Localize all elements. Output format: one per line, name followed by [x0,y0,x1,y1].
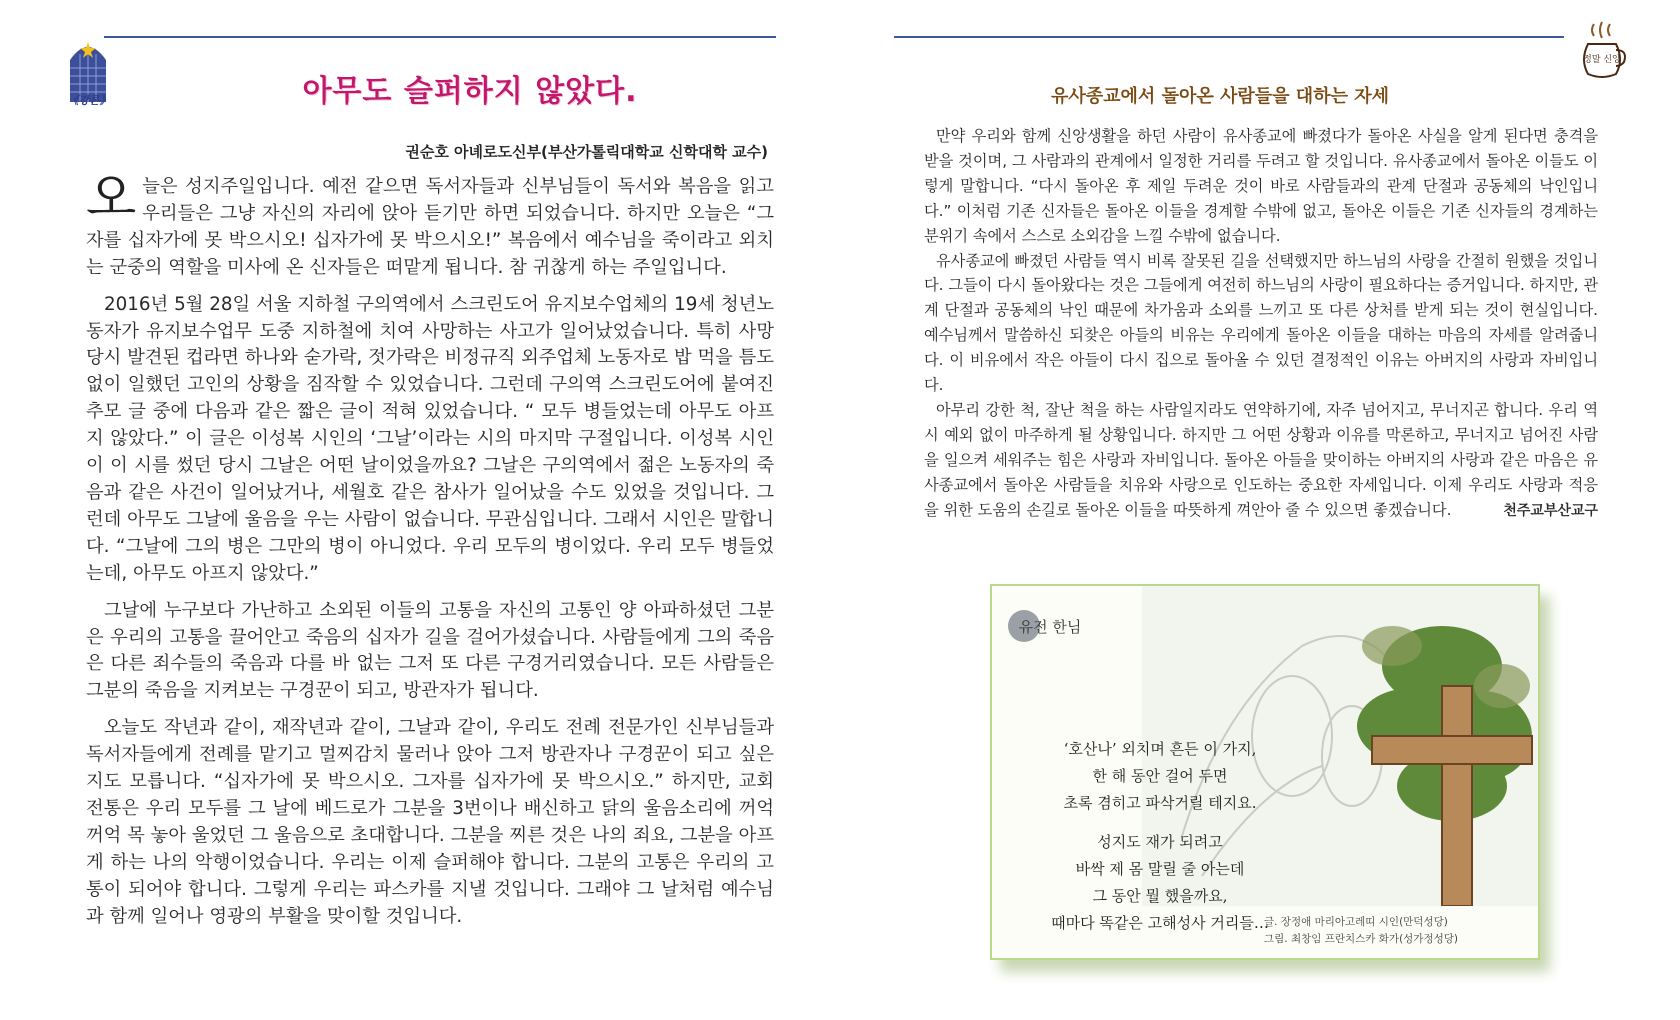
poem-card [990,584,1540,960]
section-badge-label: 《강론》 [67,94,111,107]
homily-title: 아무도 슬퍼하지 않았다. [302,74,638,109]
article-paragraph-2: 유사종교에 빠졌던 사람들 역시 비록 잘못된 길을 선택했지만 하느님의 사랑을 간절히 원했을 것입니다. 그들이 다시 돌아왔다는 것은 그들에게 여전히 하느님의 사랑이 필요하다는 증거입니다. 하지만, 관계 단절과 공동체의 낙인 때문에 차가움과 소외를 느끼고 또 다른 상처를 받게 되는 것이 현실입니다. 예수님께서 말씀하신 되찾은 아들의 비유는 우리에게 돌아온 이들을 대하는 마음의 자세를 알려줍니다. 이 비유에서 작은 아들이 다시 집으로 돌아올 수 있던 결정적인 이유는 아버지의 사랑과 자비입니다. [924,251,1598,395]
article-signoff: 천주교부산교구 [1503,502,1598,519]
poem-logo-icon [1004,600,1090,656]
faith-logo-text: 정말 신앙 [1583,55,1621,65]
article-paragraph-3: 아무리 강한 척, 잘난 척을 하는 사람일지라도 연약하기에, 자주 넘어지고, 무너지곤 합니다. 우리 역시 예외 없이 마주하게 될 상황입니다. 하지만 그 어떤 상황과 이유를 막론하고, 무너지고 넘어진 사람을 일으켜 세워주는 힘은 사랑과 자비입니다. 돌아온 아들을 맞이하는 아버지의 사랑과 같은 마음은 유사종교에서 돌아온 사람들을 치유와 사랑으로 인도하는 중요한 자세입니다. 이제 우리도 사랑과 적응을 위한 도움의 손길로 돌아온 이들을 따뜻하게 껴안아 줄 수 있으면 좋겠습니다. [924,400,1598,519]
poem-line: 초록 겸히고 파삭거릴 테지요. [1063,794,1257,812]
poem-line: 그 동안 뭘 했을까요, [1092,887,1228,905]
poem-credit-writer: 글. 장정애 마리아고레띠 시인(만덕성당) [1264,916,1448,928]
poem-line: ‘호산나’ 외치며 흔든 이 가지, [1063,740,1257,758]
article-paragraph-1: 만약 우리와 함께 신앙생활을 하던 사람이 유사종교에 빠졌다가 돌아온 사실을 알게 된다면 충격을 받을 것이며, 그 사람과의 관계에서 일정한 거리를 두려고 할 것입니다. 유사종교에서 돌아온 이들도 이렇게 말합니다. “다시 돌아온 후 제일 두려운 것이 바로 사람들과의 관계 단절과 공동체의 낙인입니다.” 이처럼 기존 신자들은 돌아온 이들을 경계할 수밖에 없고, 돌아온 이들은 기존 신자들의 경계하는 분위기 속에서 스스로 소외감을 느낄 수밖에 없습니다. [924,127,1598,245]
article-body [924,124,1598,523]
homily-paragraph-1: 오늘은 성지주일입니다. 예전 같으면 독서자들과 신부님들이 독서와 복음을 읽고 우리들은 그냥 자신의 자리에 앉아 듣기만 하면 되었습니다. 하지만 오늘은 “그자를 십자가에 못 박으시오! 십자가에 못 박으시오!” 복음에서 예수님을 죽이라고 외치는 군중의 역할을 미사에 온 신자들은 떠맡게 됩니다. 참 귀찮게 하는 주일입니다. [86,169,774,278]
dropcap: 오 [86,169,137,229]
poem-stanza-gap [1010,817,1310,829]
poem-logo-text: 유전 한님 [1018,618,1082,636]
homily-paragraph-2: 2016년 5월 28일 서울 지하철 구의역에서 스크린도어 유지보수업체의 19세 청년노동자가 유지보수업무 도중 지하철에 치여 사망하는 사고가 일어났었습니다. 특히 사망 당시 발견된 컵라면 하나와 숟가락, 젓가락은 비정규직 외주업체 노동자로 밥 먹을 틈도 없이 일했던 고인의 상황을 짐작할 수 있었습니다. 그런데 구의역 스크린도어에 붙여진 추모 글 중에 다음과 같은 짧은 글이 적혀 있었습니다. “ 모두 병들었는데 아무도 아프지 않았다.” 이 글은 이성복 시인의 ‘그날’이라는 시의 마지막 구절입니다. 이성복 시인이 이 시를 썼던 당시 그날은 어떤 날이었을까요? 그날은 구의역에서 젊은 노동자의 죽음과 같은 사건이 일어났거나, 세월호 같은 참사가 일어났을 수도 있었을 것입니다. 그런데 아무도 그날에 울음을 우는 사람이 없습니다. 무관심입니다. 그래서 시인은 말합니다. “그날에 그의 병은 그만의 병이 아니었다. 우리 모두의 병이었다. 우리 모두 병들었는데, 아무도 아프지 않았다.” [86,293,774,584]
poem-line: 때마다 똑같은 고해성사 거리들… [1051,914,1269,932]
article-title: 유사종교에서 돌아온 사람들을 대하는 자세 [1050,86,1390,107]
poem-text [1010,736,1310,937]
poem-line: 한 해 동안 걸어 두면 [1092,767,1228,785]
right-top-rule [894,36,1564,38]
poem-line: 바싹 제 몸 말릴 줄 아는데 [1075,860,1245,878]
poem-credit-artist: 그림. 최창임 프란치스카 화가(성가정성당) [1264,933,1458,945]
poem-line: 성지도 재가 되려고 [1097,833,1223,851]
poem-credits [1264,914,1524,948]
left-top-rule [104,36,776,38]
homily-body [86,169,774,940]
homily-author: 권순호 아녜로도신부(부산가톨릭대학교 신학대학 교수) [405,143,768,161]
homily-paragraph-4: 오늘도 작년과 같이, 재작년과 같이, 그날과 같이, 우리도 전례 전문가인 신부님들과 독서자들에게 전례를 맡기고 멀찌감치 물러나 앉아 그저 방관자나 구경꾼이 되고 싶은지도 모릅니다. “십자가에 못 박으시오. 그자를 십자가에 못 박으시오.” 하지만, 교회 전통은 우리 모두를 그 날에 베드로가 그분을 3번이나 배신하고 닭의 울음소리에 꺼억 꺼억 목 놓아 울었던 그 울음으로 초대합니다. 그분을 찌른 것은 나의 죄요, 그분을 아프게 하는 나의 악행이었습니다. 우리는 이제 슬퍼해야 합니다. 그분의 고통은 우리의 고통이 되어야 합니다. 그렇게 우리는 파스카를 지낼 것입니다. 그래야 그 날처럼 예수님과 함께 일어나 영광의 부활을 맞이할 것입니다. [86,717,774,927]
faith-logo-icon [1566,20,1638,80]
homily-paragraph-3: 그날에 누구보다 가난하고 소외된 이들의 고통을 자신의 고통인 양 아파하셨던 그분은 우리의 고통을 끌어안고 죽음의 십자가 길을 걸어가셨습니다. 사람들에게 그의 죽음은 다른 죄수들의 죽음과 다를 바 없는 그저 또 다른 구경거리였습니다. 모든 사람들은 그분의 죽음을 지켜보는 구경꾼이 되고, 방관자가 됩니다. [86,599,774,702]
